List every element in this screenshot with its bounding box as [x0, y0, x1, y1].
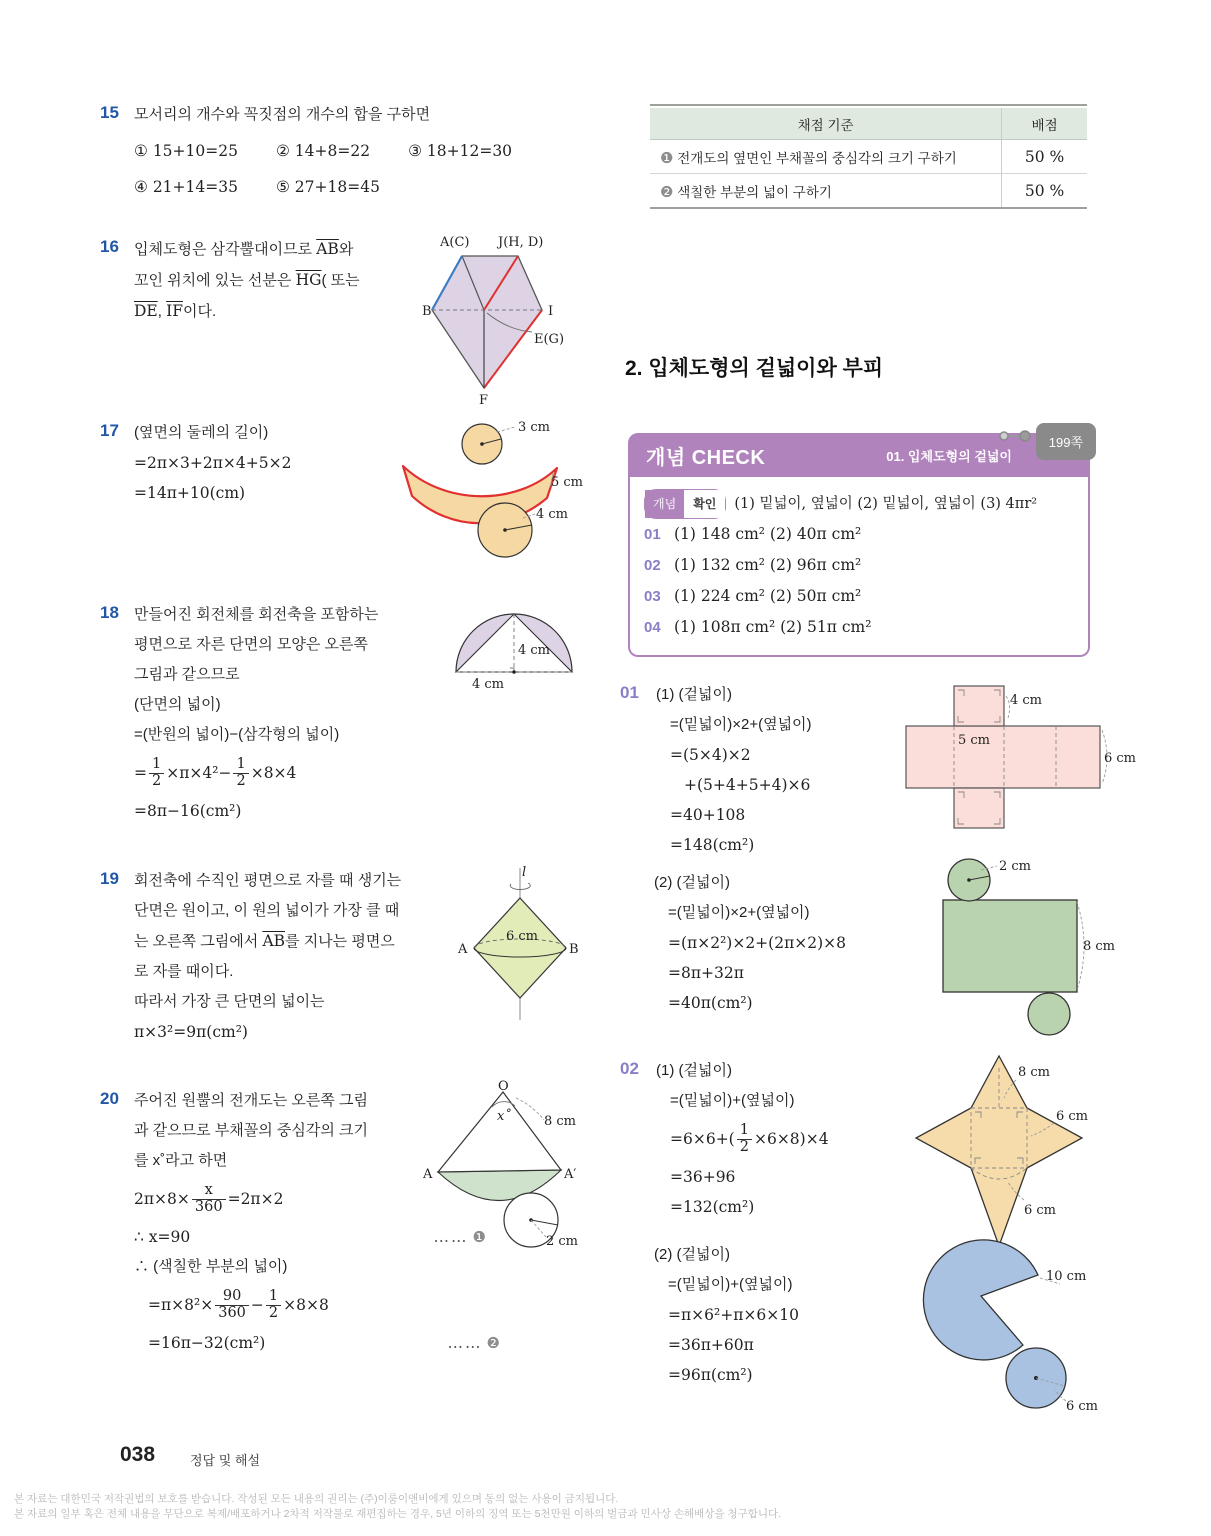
slant-label: 8 cm	[1018, 1065, 1051, 1080]
formula: =π×6²+π×6×10	[668, 1306, 799, 1324]
answer-line: 02 (1) 132 cm² (2) 96π cm²	[644, 556, 862, 574]
copyright-notice: 본 자료는 대한민국 저작권법의 보호를 받습니다. 작성된 모든 내용의 권리는 (주)이룸이앤비에게 있으며 동의 없는 사용이 금지됩니다. 본 자료의 일부 혹은 전체 내용을 무단으로 복제/배포하거나 2차적 저작물로 재편집하는 경우, 5년 이하의 징역 또는 5천만원 이하의 벌금과 민사상 손해배상을 청구합니다.	[14, 1493, 782, 1520]
solution-text: 회전축에 수직인 평면으로 자를 때 생기는	[134, 872, 402, 889]
radius-label: 2 cm	[546, 1234, 579, 1249]
bicone-figure	[458, 864, 580, 1024]
cone-sector-net-figure	[918, 1228, 1098, 1418]
solution-15	[100, 100, 512, 202]
radius-label: 4 cm	[472, 677, 505, 692]
fraction: $\frac{1}{2}$	[737, 1123, 752, 1156]
solution-01-2: (2) (겉넓이) =(밑넓이)×2+(옆넓이) =(π×2²)×2+(2π×2)×8 =8π+32π =40π(cm²)	[654, 868, 846, 1018]
cylinder-net-figure	[925, 858, 1116, 1038]
vertex-label: A	[423, 1167, 433, 1182]
vertex-label: B	[422, 304, 432, 319]
solution-19: 19 회전축에 수직인 평면으로 자를 때 생기는 단면은 원이고, 이 원의 넓이가 가장 클 때 는 오른쪽 그림에서 $\overline{AB}$를 지나는 평면으 로 자를 때이다. 따라서 가장 큰 단면의 넓이는 π×3²=9π(cm²)	[100, 866, 464, 1047]
formula: =14π+10(cm)	[134, 484, 246, 502]
dim-label: 6 cm	[1024, 1203, 1057, 1218]
formula: =π×8²× $\frac{90}{360}$ − $\frac{1}{2}$ ×8×8	[148, 1287, 329, 1321]
concept-check-subtitle: 01. 입체도형의 겉넓이	[886, 448, 1012, 464]
circled-two-icon: ❷	[486, 1334, 500, 1352]
formula: =16π−32(cm²) …… ❷	[148, 1334, 500, 1352]
solution-text: (2) (겉넓이)	[654, 1246, 730, 1263]
answer-line: 03 (1) 224 cm² (2) 50π cm²	[644, 587, 862, 605]
choice: ⑤ 27+18=45	[275, 178, 380, 196]
circled-two-icon: ❷	[660, 183, 674, 201]
page-reference-tab[interactable]: 199쪽	[1036, 423, 1096, 460]
link-icon	[998, 429, 1032, 443]
solution-01: 01 (1) (겉넓이) =(밑넓이)×2+(옆넓이) =(5×4)×2 +(5+4+5+4)×6 =40+108 =148(cm²)	[620, 680, 812, 860]
fraction: $\frac{1}{2}$	[149, 757, 164, 790]
circled-one-icon: ❶	[472, 1228, 486, 1246]
criteria-text: 색칠한 부분의 넓이 구하기	[673, 184, 832, 200]
formula: =8π+32π	[668, 964, 744, 982]
vertex-label: J(H, D)	[498, 235, 544, 250]
vertex-label: A	[458, 942, 468, 957]
fraction: $\frac{1}{2}$	[266, 1289, 281, 1322]
cuboid-net-figure	[898, 678, 1137, 836]
dim-label: 6 cm	[1056, 1109, 1089, 1124]
solution-text: (1) (겉넓이)	[656, 1062, 732, 1079]
vertex-label: A(C)	[440, 235, 470, 250]
cylinder-lateral-figure	[385, 418, 584, 566]
radius-label: 4 cm	[536, 507, 569, 522]
answer-line: 04 (1) 108π cm² (2) 51π cm²	[644, 618, 872, 636]
formula: =40+108	[670, 806, 746, 824]
concept-answers: (1) 밑넓이, 옆넓이 (2) 밑넓이, 옆넓이 (3) 4πr²	[734, 496, 1038, 512]
solution-17	[100, 418, 291, 508]
choice: ② 14+8=22	[275, 142, 371, 160]
solution-02-2: (2) (겉넓이) =(밑넓이)+(옆넓이) =π×6²+π×6×10 =36π+60π =96π(cm²)	[654, 1240, 799, 1390]
dim-label: 6 cm	[1104, 751, 1137, 766]
choice: ③ 18+12=30	[408, 142, 513, 160]
segment-AB: $\overline{AB}$	[316, 240, 339, 258]
formula: =(π×2²)×2+(2π×2)×8	[668, 934, 847, 952]
formula: =148(cm²)	[670, 836, 755, 854]
dim-label: 8 cm	[1083, 939, 1116, 954]
problem-number: 20	[100, 1089, 119, 1108]
problem-number: 02	[620, 1059, 639, 1078]
width-label: 5 cm	[551, 475, 584, 490]
segment-DE: $\overline{DE}$	[134, 302, 158, 320]
section-title: 2. 입체도형의 겉넓이와 부피	[625, 357, 884, 380]
formula: ∴ x=90 …… ❶	[134, 1228, 486, 1246]
radius-label: 2 cm	[999, 859, 1032, 874]
answer-line: 01 (1) 148 cm² (2) 40π cm²	[644, 525, 862, 543]
frustum-net-figure	[422, 228, 570, 406]
page-section-label: 정답 및 해설	[190, 1453, 261, 1468]
dim-label: 5 cm	[958, 733, 991, 748]
pyramid-net-figure	[912, 1048, 1092, 1253]
solution-16: 16 입체도형은 삼각뿔대이므로 $\overline{AB}$와 꼬인 위치에 있는 선분은 $\overline{HG}$( 또는 $\overline{DE}$, $\overline{IF}$이다.	[100, 234, 434, 327]
radius-label: 4 cm	[518, 643, 551, 658]
solution-02: 02 (1) (겉넓이) =(밑넓이)+(옆넓이) =6×6+( $\frac{1}{2}$ ×6×8)×4 =36+96 =132(cm²)	[620, 1056, 829, 1222]
problem-number: 15	[100, 103, 119, 122]
choice: ① 15+10=25	[134, 142, 238, 160]
solution-text: (1) (겉넓이)	[656, 686, 732, 703]
vertex-label: B	[569, 942, 579, 957]
formula: = $\frac{1}{2}$ ×π×4²− $\frac{1}{2}$ ×8×4	[134, 755, 297, 789]
solution-text: (2) (겉넓이)	[654, 874, 730, 891]
axis-label: l	[522, 865, 527, 880]
radius-label: 8 cm	[544, 1114, 577, 1129]
solution-20: 20 주어진 원뿔의 전개도는 오른쪽 그림 과 같으므로 부채꼴의 중심각의 크기 를 x˚라고 하면 2π×8× $\frac{x}{360}$ =2π×2 ∴ x=90 …… ❶ ∴ (색칠한 부분의 넓이) =π×8²× $\frac{90}{360}$ − $\frac{1}{2}$ ×8×8 =16π−32(cm²) …… ❷	[100, 1086, 486, 1358]
vertex-label: E(G)	[534, 332, 565, 347]
scoring-table	[650, 104, 1087, 209]
formula: =2π×3+2π×4+5×2	[134, 454, 292, 472]
vertex-label: A′	[564, 1167, 577, 1182]
formula: =36π+60π	[668, 1336, 754, 1354]
vertex-label: I	[548, 304, 554, 319]
formula: 2π×8× $\frac{x}{360}$ =2π×2	[134, 1181, 284, 1215]
table-row	[650, 174, 1087, 207]
circled-one-icon: ❶	[660, 149, 674, 167]
solution-text: (옆면의 둘레의 길이)	[134, 424, 269, 441]
concept-check-title: 개념 CHECK	[646, 446, 766, 469]
vertex-label: O	[498, 1079, 509, 1094]
vertex-label: F	[479, 393, 489, 408]
formula: =132(cm²)	[670, 1198, 755, 1216]
formula: =8π−16(cm²)	[134, 802, 242, 820]
formula: =(5×4)×2	[670, 746, 751, 764]
concept-check-body	[628, 477, 1090, 657]
criteria-text: 전개도의 옆면인 부채꼴의 중심각의 크기 구하기	[673, 150, 957, 166]
scoring-table-header	[650, 108, 1087, 140]
segment-IF: $\overline{IF}$	[166, 302, 183, 320]
criteria-header: 채점 기준	[797, 117, 854, 133]
radius-label: 6 cm	[506, 929, 539, 944]
dim-label: 4 cm	[1010, 693, 1043, 708]
formula: +(5+4+5+4)×6	[684, 776, 811, 794]
segment-AB: $\overline{AB}$	[262, 932, 286, 950]
fraction: $\frac{1}{2}$	[233, 757, 248, 790]
solution-text: 모서리의 개수와 꼭짓점의 개수의 합을 구하면	[134, 106, 431, 123]
concept-check-header	[628, 433, 1090, 477]
problem-number: 19	[100, 869, 119, 888]
score-value: 50 %	[1001, 140, 1087, 173]
solution-text: 만들어진 회전체를 회전축을 포함하는	[134, 606, 379, 623]
fraction: $\frac{90}{360}$	[215, 1289, 249, 1322]
concept-confirm-badge: 개념 확인	[644, 489, 726, 519]
score-value: 50 %	[1001, 174, 1087, 207]
radius-label: 3 cm	[518, 420, 551, 435]
problem-number: 01	[620, 683, 639, 702]
formula: =40π(cm²)	[668, 994, 753, 1012]
radius-label: 6 cm	[1066, 1399, 1099, 1414]
cross-section-figure	[448, 606, 583, 692]
slant-label: 10 cm	[1046, 1269, 1087, 1284]
concept-check-box	[628, 433, 1090, 657]
formula: =96π(cm²)	[668, 1366, 753, 1384]
page-number: 038	[120, 1443, 156, 1466]
formula: =6×6+( $\frac{1}{2}$ ×6×8)×4	[670, 1121, 829, 1155]
problem-number: 16	[100, 237, 119, 256]
solution-text: 입체도형은 삼각뿔대이므로	[134, 241, 317, 258]
formula: =36+96	[670, 1168, 736, 1186]
fraction: $\frac{x}{360}$	[192, 1183, 226, 1216]
cone-net-figure	[418, 1080, 580, 1255]
solution-text: 주어진 원뿔의 전개도는 오른쪽 그림	[134, 1092, 369, 1109]
problem-number: 17	[100, 421, 119, 440]
points-header: 배점	[1001, 108, 1087, 139]
angle-label: x˚	[497, 1109, 511, 1124]
solution-18: 18 만들어진 회전체를 회전축을 포함하는 평면으로 자른 단면의 모양은 오른쪽 그림과 같으므로 (단면의 넓이) =(반원의 넓이)−(삼각형의 넓이) = $\frac{1}{2}$ ×π×4²− $\frac{1}{2}$ ×8×4 =8π−16(cm²)	[100, 600, 378, 826]
choice: ④ 21+14=35	[134, 178, 238, 196]
table-row	[650, 140, 1087, 174]
segment-HG: $\overline{HG}$	[295, 271, 322, 289]
problem-number: 18	[100, 603, 119, 622]
formula: π×3²=9π(cm²)	[134, 1023, 248, 1041]
